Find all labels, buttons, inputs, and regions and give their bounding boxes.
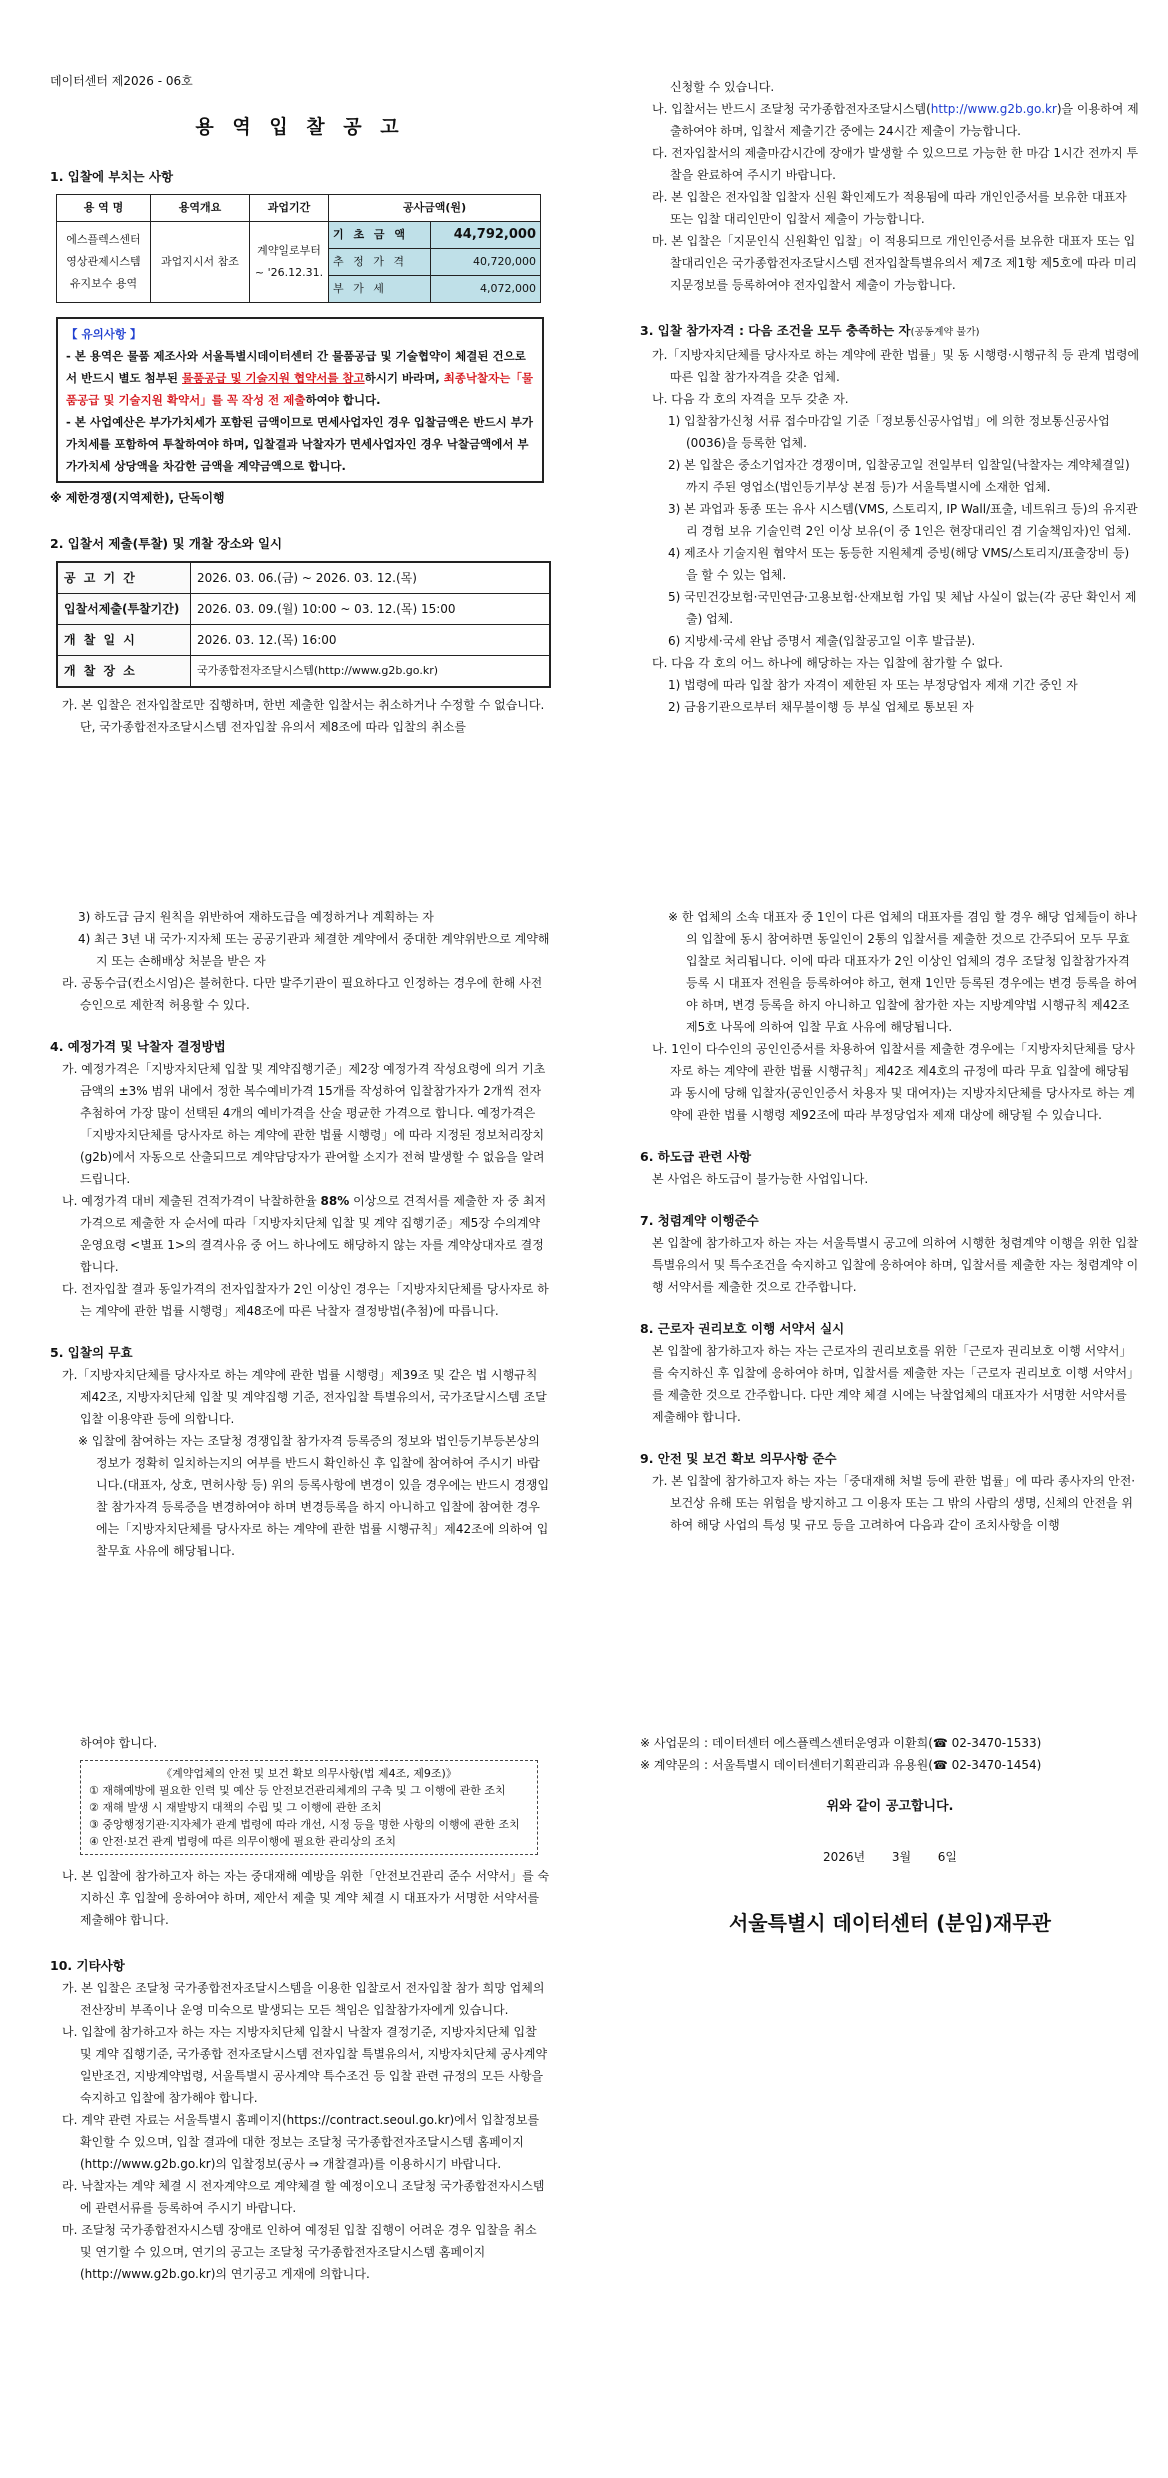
section-9-heading: 9. 안전 및 보건 확보 의무사항 준수: [640, 1451, 837, 1466]
list-item: 나. 입찰에 참가하고자 하는 자는 지방자치단체 입찰시 낙찰자 결정기준, 지방자치단체 입찰 및 계약 집행기준, 국가종합 전자조달시스템 전자입찰 특별유의서, 지방자치단체 공사계약 일반조건, 지방계약법령, 서울특별시 공사계약 특수조건 등 입찰 관련 규정의 모든 사항을 숙지하고 입찰에 참가해야 합니다.: [62, 2025, 548, 2105]
section-1-heading: 1. 입찰에 부치는 사항: [50, 169, 174, 184]
list-item: 라. 낙찰자는 계약 체결 시 전자계약으로 계약체결 할 예정이오니 조달청 국가종합전자시스템에 관련서류를 등록하여 주시기 바랍니다.: [62, 2179, 545, 2215]
section-4-da: 다. 전자입찰 결과 동일가격의 전자입찰자가 2인 이상인 경우는「지방자치단체를 당사자로 하는 계약에 관한 법률 시행령」제48조에 따른 낙찰자 결정방법(추첨)에 따릅니다.: [62, 1282, 549, 1318]
col-amount: 공사금액(원): [329, 195, 541, 222]
announcement-date: 2026년 3월 6일: [822, 1850, 957, 1864]
notice-item-2: - 본 사업예산은 부가가치세가 포함된 금액이므로 면세사업자인 경우 입찰금액은 반드시 부가가치세를 포함하여 투찰하여야 하며, 입찰결과 낙찰자가 면세사업자인 경우 낙찰금액에서 부가가치세 상당액을 차감한 금액을 계약금액으로 합니다.: [66, 415, 533, 473]
service-name: 에스플렉스센터 영상관제시스템 유지보수 용역: [57, 222, 151, 303]
section-7-text: 본 입찰에 참가하고자 하는 자는 서울특별시 공고에 의하여 시행한 청렴계약 이행을 위한 입찰 특별유의서 및 특수조건을 숙지하고 입찰에 응하여야 하며, 입찰서를 제출한 자는 청렴계약 이행 서약서를 제출한 것으로 간주합니다.: [652, 1236, 1139, 1294]
section-3-na: 나. 다음 각 호의 자격을 모두 갖춘 자.: [652, 392, 849, 406]
service-period: 계약일로부터~ '26.12.31.: [250, 222, 329, 303]
section-4-na: 나. 예정가격 대비 제출된 견적가격이 낙찰하한율 88% 이상으로 견적서를 제출한 자 중 최저가격으로 제출한 자 순서에 따라「지방자치단체 입찰 및 계약 집행기준」제5장 수의계약 운영요령 <별표 1>의 결격사유 중 어느 하나에도 해당하지 않는 자를 계약상대자로 결정합니다.: [62, 1194, 547, 1274]
amount-label: 추 정 가 격: [329, 249, 431, 276]
section-2-heading: 2. 입찰서 제출(투찰) 및 개찰 장소와 일시: [50, 536, 283, 551]
page1-left-column: [50, 70, 550, 738]
section-4-ga: 가. 예정가격은「지방자치단체 입찰 및 계약집행기준」제2장 예정가격 작성요령에 의거 기초금액의 ±3% 범위 내에서 정한 복수예비가격 15개를 작성하여 입찰참가자가 2개씩 전자 추첨하여 가장 많이 선택된 4개의 예비가격을 산술 평균한 가격으로 합니다. 예정가격은「지방자치단체를 당사자로 하는 계약에 관한 법률 시행령」에 따라 지정된 정보처리장치(g2b)에서 자동으로 산출되므로 계약담당자가 관여할 소지가 전혀 발생할 수 없음을 알려드립니다.: [62, 1062, 546, 1186]
col-period: 과업기간: [250, 195, 329, 222]
section-5-na: 나. 1인이 다수인의 공인인증서를 차용하여 입찰서를 제출한 경우에는「지방자치단체를 당사자로 하는 계약에 관한 법률 시행규칙」제42조 제4호의 규정에 따라 무효 입찰에 해당됨과 동시에 당해 입찰자(공인인증서 차용자 및 대여자)는 지방자치단체를 당사자로 하는 계약에 관한 법률 시행령 제92조에 따라 부정당업자 제재 대상에 해당될 수 있습니다.: [652, 1042, 1135, 1122]
list-item: ① 재해예방에 필요한 인력 및 예산 등 안전보건관리체계의 구축 및 그 이행에 관한 조치: [89, 1784, 506, 1797]
section-7-heading: 7. 청렴계약 이행준수: [640, 1213, 759, 1228]
section-3-da: 다. 다음 각 호의 어느 하나에 해당하는 자는 입찰에 참가할 수 없다.: [652, 656, 1003, 670]
section-9-na: 나. 본 입찰에 참가하고자 하는 자는 중대재해 예방을 위한「안전보건관리 준수 서약서」를 숙지하신 후 입찰에 응하여야 하며, 제안서 제출 및 계약 체결 시 대표자가 서명한 서약서를 제출해야 합니다.: [62, 1869, 550, 1927]
schedule-value: 2026. 03. 06.(금) ~ 2026. 03. 12.(목): [191, 562, 551, 594]
list-item: 3) 본 과업과 동종 또는 유사 시스템(VMS, 스토리지, IP Wall/표출, 네트워크 등)의 유지관리 경험 보유 기술인력 2인 이상 보유(이 중 1인은 현장대리인 겸 기술책임자)인 업체.: [668, 502, 1138, 538]
page3-right-column: [640, 1732, 1140, 1934]
section-5-note: ※ 입찰에 참여하는 자는 조달청 경쟁입찰 참가자격 등록증의 정보와 법인등기부등본상의 정보가 정확히 일치하는지의 여부를 반드시 확인하신 후 입찰에 참여하여 주시기 바랍니다.(대표자, 상호, 면허사항 등) 위의 등록사항에 변경이 있을 경우에는 반드시 경쟁입찰 참가자격 등록증을 변경하여야 하며 변경등록을 하지 아니하고 입찰에 참여한 경우에는「지방자치단체를 당사자로 하는 계약에 관한 법률 시행규칙」제42조에 의하여 입찰무효 사유에 해당됩니다.: [78, 1434, 550, 1558]
page1-right-column: [640, 76, 1140, 718]
issuing-organization: 서울특별시 데이터센터 (분임)재무관: [728, 1911, 1051, 1935]
schedule-value: 2026. 03. 12.(목) 16:00: [191, 625, 551, 656]
schedule-label: 개 찰 장 소: [57, 656, 191, 688]
notice-item-1: - 본 용역은 물품 제조사와 서울특별시데이터센터 간 물품공급 및 기술협약이 체결된 건으로서 반드시 별도 첨부된 물품공급 및 기술지원 협약서를 참고하시기 바라며, 최종낙찰자는「물품공급 및 기술지원 확약서」를 꼭 작성 전 제출하여야 합니다.: [66, 349, 533, 407]
g2b-link[interactable]: http://www.g2b.go.kr: [930, 102, 1057, 116]
list-item: 5) 국민건강보험·국민연금·고용보험·산재보험 가입 및 체납 사실이 없는(각 공단 확인서 제출) 업체.: [668, 590, 1137, 626]
list-item: 다. 계약 관련 자료는 서울특별시 홈페이지(https://contract.seoul.go.kr)에서 입찰정보를 확인할 수 있으며, 입찰 결과에 대한 정보는 조달청 국가종합전자조달시스템 홈페이지(http://www.g2b.go.kr)의 입찰정보(공사 ⇒ 개찰결과)를 이용하시기 바랍니다.: [62, 2113, 540, 2171]
list-item: ③ 중앙행정기관·지자체가 관계 법령에 따라 개선, 시정 등을 명한 사항의 이행에 관한 조치: [89, 1818, 520, 1831]
page-1: [0, 0, 1168, 826]
safety-box-title: 《계약업체의 안전 및 보건 확보 의무사항(법 제4조, 제9조)》: [161, 1767, 457, 1780]
restriction-note: ※ 제한경쟁(지역제한), 단독이행: [50, 491, 225, 505]
schedule-value: 2026. 03. 09.(월) 10:00 ~ 03. 12.(목) 15:00: [191, 594, 551, 625]
section-9-ga-cont: 하여야 합니다.: [80, 1736, 158, 1750]
section-2-da: 다. 전자입찰서의 제출마감시간에 장애가 발생할 수 있으므로 가능한 한 마감 1시간 전까지 투찰을 완료하여 주시기 바랍니다.: [652, 146, 1139, 182]
section-10-heading: 10. 기타사항: [50, 1958, 125, 1973]
section-5-note-2: ※ 한 업체의 소속 대표자 중 1인이 다른 업체의 대표자를 겸임 할 경우 해당 업체들이 하나의 입찰에 동시 참여하면 동일인이 2통의 입찰서를 제출한 것으로 간주되어 모두 무효 입찰로 처리됩니다. 이에 따라 대표자가 2인 이상인 업체의 경우 조달청 입찰참가자격 등록 시 대표자 전원을 등록하여야 하고, 현재 1인만 등록된 경우에는 변경 등록을 하여야 하며, 변경 등록을 하지 아니하고 입찰에 참가한 자는 지방계약법 시행규칙 제42조 제5호 나목에 의하여 입찰 무효 사유에 해당됩니다.: [668, 910, 1138, 1034]
bid-item-table: [56, 194, 541, 303]
list-item: 2) 본 입찰은 중소기업자간 경쟁이며, 입찰공고일 전일부터 입찰일(낙찰자는 계약체결일)까지 주된 영업소(법인등기부상 본점 등)가 서울특별시에 소재한 업체.: [668, 458, 1130, 494]
section-2-ra: 라. 본 입찰은 전자입찰 입찰자 신원 확인제도가 적용됨에 따라 개인인증서를 보유한 대표자 또는 입찰 대리인만이 입찰서 제출이 가능합니다.: [652, 190, 1127, 226]
section-9-ga: 가. 본 입찰에 참가하고자 하는 자는「중대재해 처벌 등에 관한 법률」에 따라 종사자의 안전·보건상 유해 또는 위험을 방지하고 그 이용자 또는 그 밖의 사람의 생명, 신체의 안전을 위하여 해당 사업의 특성 및 규모 등을 고려하여 다음과 같이 조치사항을 이행: [652, 1474, 1136, 1532]
page-3: [0, 1652, 1168, 2478]
notice-box: [56, 317, 544, 483]
list-item: 4) 제조사 기술지원 협약서 또는 동등한 지원체계 증빙(해당 VMS/스토리지/표출장비 등)을 할 수 있는 업체.: [668, 546, 1130, 582]
schedule-label: 입찰서제출(투찰기간): [57, 594, 191, 625]
list-item: ④ 안전·보건 관계 법령에 따른 의무이행에 필요한 관리상의 조치: [89, 1835, 396, 1848]
contract-contact: ※ 계약문의 : 서울특별시 데이터센터기획관리과 유용원(☎ 02-3470-1454): [640, 1758, 1042, 1772]
schedule-label: 공 고 기 간: [57, 562, 191, 594]
section-2-ga: 가. 본 입찰은 전자입찰로만 집행하며, 한번 제출한 입찰서는 취소하거나 수정할 수 없습니다. 단, 국가종합전자조달시스템 전자입찰 유의서 제8조에 따라 입찰의 취소를: [62, 698, 545, 734]
page2-right-column: [640, 906, 1140, 1536]
schedule-label: 개 찰 일 시: [57, 625, 191, 656]
section-3-ra: 라. 공동수급(컨소시엄)은 불허한다. 다만 발주기관이 필요하다고 인정하는 경우에 한해 사전 승인으로 제한적 허용할 수 있다.: [62, 976, 543, 1012]
section-4-heading: 4. 예정가격 및 낙찰자 결정방법: [50, 1039, 226, 1054]
list-item: 3) 하도급 금지 원칙을 위반하여 재하도급을 예정하거나 계획하는 자: [78, 910, 434, 924]
page-2: [0, 826, 1168, 1652]
section-5-ga: 가.「지방자치단체를 당사자로 하는 계약에 관한 법률 시행령」제39조 및 같은 법 시행규칙 제42조, 지방자치단체 입찰 및 계약집행 기준, 전자입찰 특별유의서, 국가조달시스템 조달입찰 이용약관 등에 의합니다.: [62, 1368, 547, 1426]
list-item: 6) 지방세·국세 완납 증명서 제출(입찰공고일 이후 발급분).: [668, 634, 976, 648]
schedule-value: 국가종합전자조달시스템(http://www.g2b.go.kr): [191, 656, 551, 688]
section-5-heading: 5. 입찰의 무효: [50, 1345, 133, 1360]
section-2-ma: 마. 본 입찰은「지문인식 신원확인 입찰」이 적용되므로 개인인증서를 보유한 대표자 또는 입찰대리인은 국가종합전자조달시스템 전자입찰특별유의서 제7조 제1항 제5호에 따라 미리 지문정보를 등록하여야 전자입찰서 제출이 가능합니다.: [652, 234, 1137, 292]
list-item: 4) 최근 3년 내 국가·지자체 또는 공공기관과 체결한 계약에서 중대한 계약위반으로 계약해지 또는 손해배상 처분을 받은 자: [78, 932, 550, 968]
section-8-heading: 8. 근로자 권리보호 이행 서약서 실시: [640, 1321, 845, 1336]
amount-label: 기 초 금 액: [329, 222, 431, 249]
closing-statement: 위와 같이 공고합니다.: [826, 1799, 954, 1814]
amount-label: 부 가 세: [329, 276, 431, 303]
safety-duty-box: [80, 1760, 538, 1855]
col-overview: 용역개요: [151, 195, 250, 222]
section-6-heading: 6. 하도급 관련 사항: [640, 1149, 752, 1164]
col-service-name: 용 역 명: [57, 195, 151, 222]
page2-left-column: [50, 906, 550, 1562]
notice-title: 【 유의사항 】: [66, 327, 142, 341]
section-2-ga-cont: 신청할 수 있습니다.: [670, 80, 775, 94]
section-6-text: 본 사업은 하도급이 불가능한 사업입니다.: [652, 1172, 869, 1186]
list-item: 가. 본 입찰은 조달청 국가종합전자조달시스템을 이용한 입찰로서 전자입찰 참가 희망 업체의 전산장비 부족이나 운영 미숙으로 발생되는 모든 책임은 입찰참가자에게 있습니다.: [62, 1981, 545, 2017]
list-item: 1) 입찰참가신청 서류 접수마감일 기준「정보통신공사업법」에 의한 정보통신공사업(0036)을 등록한 업체.: [668, 414, 1110, 450]
schedule-table: [56, 561, 551, 688]
service-overview: 과업지시서 참조: [151, 222, 250, 303]
list-item: 마. 조달청 국가종합전자시스템 장애로 인하여 예정된 입찰 집행이 어려운 경우 입찰을 취소 및 연기할 수 있으며, 연기의 공고는 조달청 국가종합전자조달시스템 홈페이지(http://www.g2b.go.kr)의 연기공고 게재에 의합니다.: [62, 2223, 537, 2281]
amount-value: 40,720,000: [430, 249, 540, 276]
section-2-na: 나. 입찰서는 반드시 조달청 국가종합전자조달시스템(http://www.g2b.go.kr)을 이용하여 제출하여야 하며, 입찰서 제출기간 중에는 24시간 제출이 가능합니다.: [652, 102, 1139, 138]
list-item: 2) 금융기관으로부터 채무불이행 등 부실 업체로 통보된 자: [668, 700, 974, 714]
list-item: 1) 법령에 따라 입찰 참가 자격이 제한된 자 또는 부정당업자 제재 기간 중인 자: [668, 678, 1078, 692]
section-3-heading: 3. 입찰 참가자격 : 다음 조건을 모두 충족하는 자(공동계약 불가): [640, 323, 980, 338]
amount-value: 4,072,000: [430, 276, 540, 303]
section-8-text: 본 입찰에 참가하고자 하는 자는 근로자의 권리보호를 위한「근로자 권리보호 이행 서약서」를 숙지하신 후 입찰에 응하여야 하며, 입찰서를 제출한 자는「근로자 권리보호 이행 서약서」를 제출한 것으로 간주합니다. 다만 계약 체결 시에는 낙찰업체의 대표자가 서명한 서약서를 제출해야 합니다.: [652, 1344, 1140, 1424]
list-item: ② 재해 발생 시 재발방지 대책의 수립 및 그 이행에 관한 조치: [89, 1801, 382, 1814]
business-contact: ※ 사업문의 : 데이터센터 에스플렉스센터운영과 이환희(☎ 02-3470-1533): [640, 1736, 1042, 1750]
section-3-ga: 가.「지방자치단체를 당사자로 하는 계약에 관한 법률」및 동 시행령·시행규칙 등 관계 법령에 따른 입찰 참가자격을 갖춘 업체.: [652, 348, 1140, 384]
page3-left-column: [50, 1732, 550, 2285]
page-title: 용 역 입 찰 공 고: [195, 116, 405, 138]
amount-value: 44,792,000: [430, 222, 540, 249]
document-number: 데이터센터 제2026 - 06호: [50, 74, 193, 88]
